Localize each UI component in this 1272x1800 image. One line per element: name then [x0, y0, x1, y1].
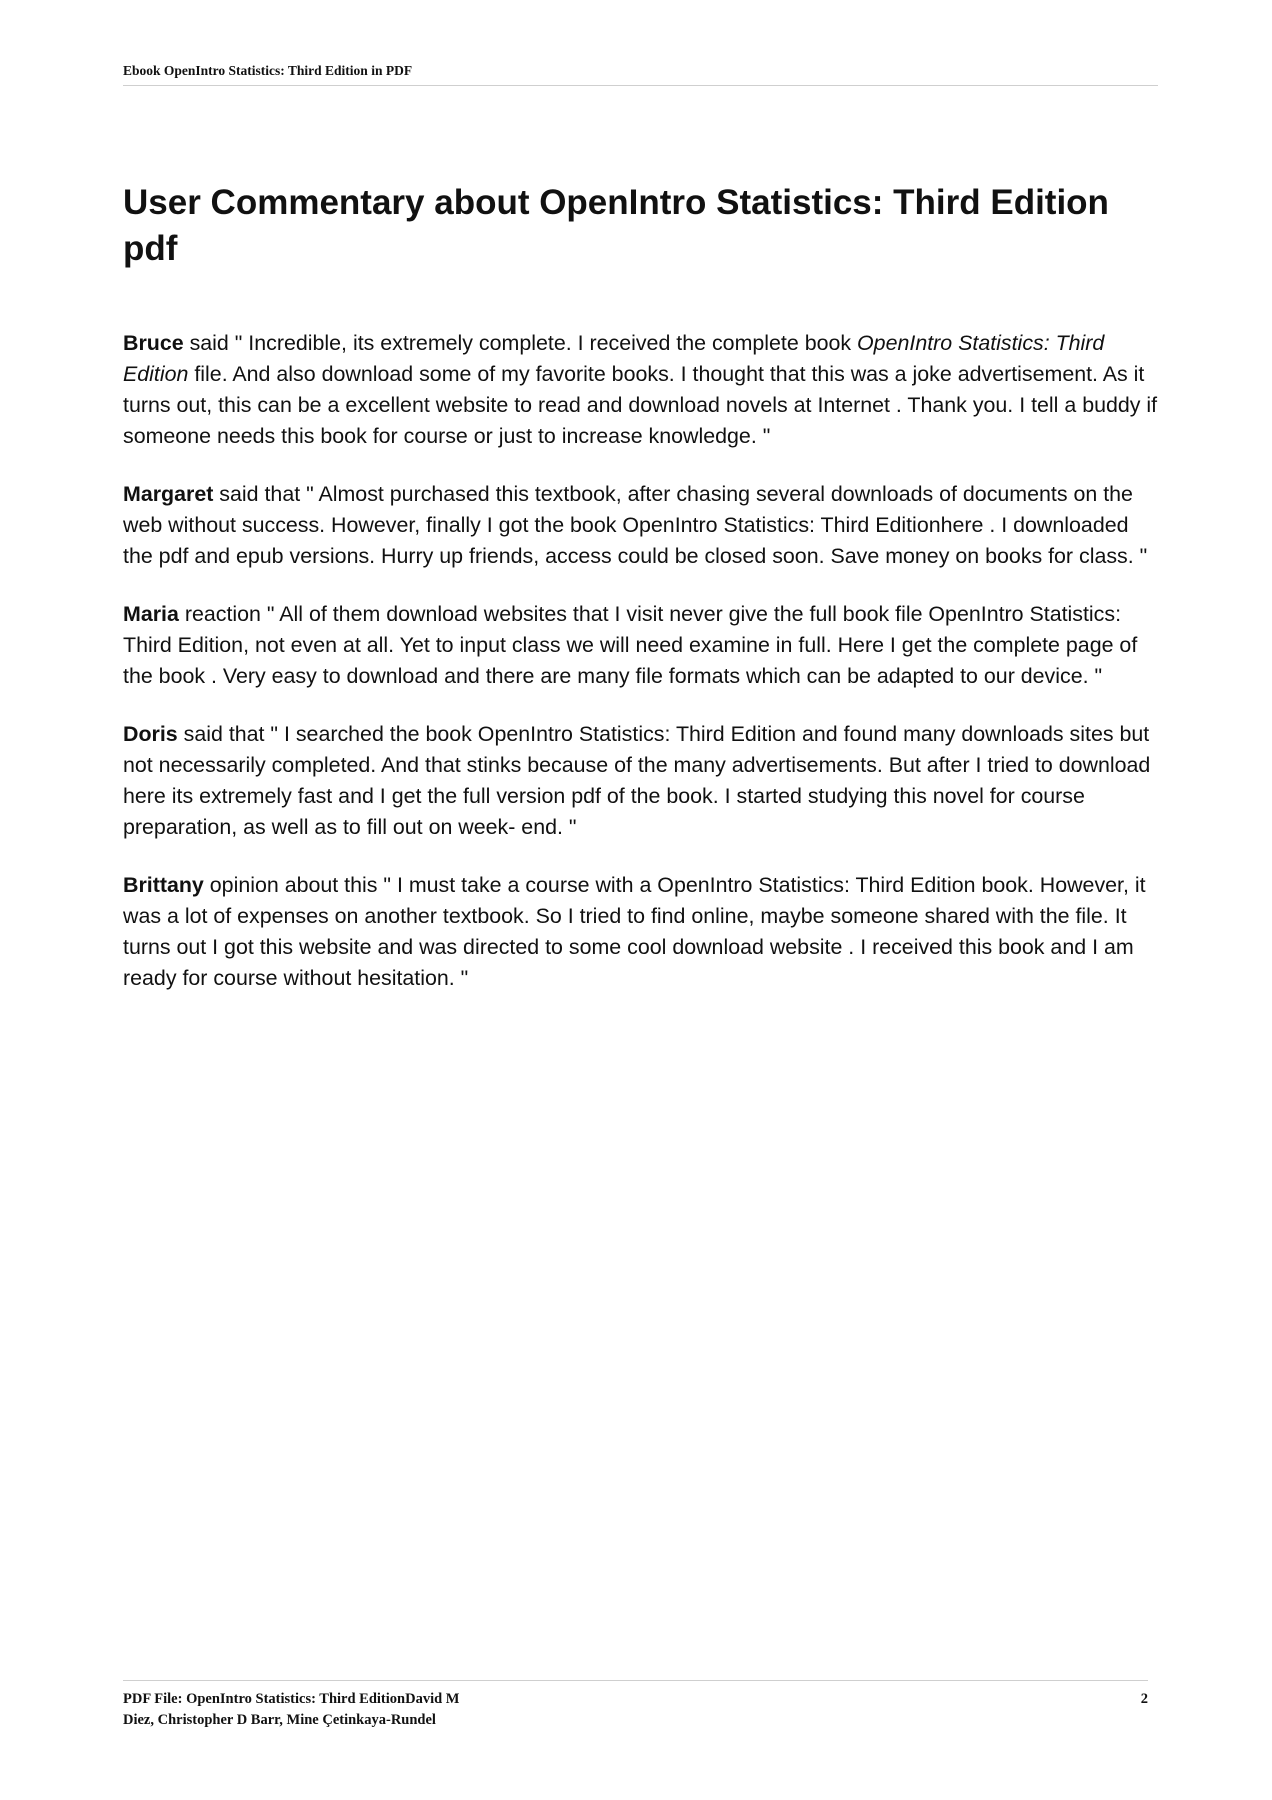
comment-author: Doris: [123, 722, 178, 746]
comment-text-continued: file. And also download some of my favorite books. I thought that this was a joke advertisement. As it turns out, this can be a excellent website to read and download novels at Internet . Thank you. I tell a buddy if someone needs this book for course or just to increase knowledge. ": [123, 362, 1158, 448]
comment-author: Brittany: [123, 873, 204, 897]
comment-text: opinion about this " I must take a course with a OpenIntro Statistics: Third Edition book. However, it was a lot of expenses on another textbook. So I tried to find online, maybe someone shared with the file. It turns out I got this website and was directed to some cool download website . I received this book and I am ready for course without hesitation. ": [123, 873, 1146, 990]
page-title: User Commentary about OpenIntro Statistics: Third Edition pdf: [123, 183, 1109, 268]
comment-author: Bruce: [123, 331, 184, 355]
page-header: [123, 62, 1158, 86]
footer-source: PDF File: OpenIntro Statistics: Third EditionDavid M Diez, Christopher D Barr, Mine Çetinkaya-Rundel: [123, 1691, 460, 1728]
comment-text: said " Incredible, its extremely complete. I received the complete book: [183, 331, 858, 355]
comment-doris: [123, 719, 1163, 843]
comment-book-title: OpenIntro Statistics: Third Edition: [123, 331, 1105, 386]
header-text: Ebook OpenIntro Statistics: Third Edition in PDF: [123, 63, 413, 78]
page-number: 2: [1140, 1691, 1148, 1707]
comment-text: reaction " All of them download websites that I visit never give the full book file OpenIntro Statistics: Third Edition, not even at all. Yet to input class we will need examine in full. Here I get the complete page of the book . Very easy to download and there are many file formats which can be adapted to our device. ": [123, 602, 1138, 688]
comment-text: said that " I searched the book OpenIntro Statistics: Third Edition and found many downloads sites but not necessarily completed. And that stinks because of the many advertisements. But after I tried to download here its extremely fast and I get the full version pdf of the book. I started studying this novel for course preparation, as well as to fill out on week- end. ": [123, 722, 1151, 839]
comment-author: Margaret: [123, 482, 214, 506]
comment-maria: [123, 599, 1163, 692]
comments-section: [123, 328, 1163, 1021]
comment-text: said that " Almost purchased this textbook, after chasing several downloads of documents on the web without success. However, finally I got the book OpenIntro Statistics: Third Editionhere . I downloaded the pdf and epub versions. Hurry up friends, access could be closed soon. Save money on books for class. ": [123, 482, 1148, 568]
comment-bruce: [123, 328, 1163, 452]
comment-margaret: [123, 479, 1163, 572]
page-footer: [123, 1680, 1148, 1731]
comment-brittany: [123, 870, 1163, 994]
comment-author: Maria: [123, 602, 179, 626]
